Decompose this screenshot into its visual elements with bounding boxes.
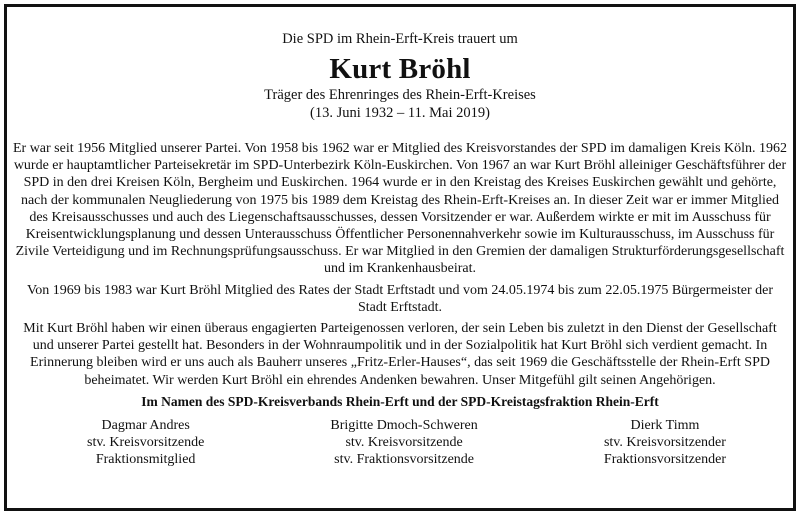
- body-paragraph: Von 1969 bis 1983 war Kurt Bröhl Mitglied des Rates der Stadt Erftstadt und vom 24.05.1974 bis zum 22.05.1975 Bürgermeister der Stadt Erftstadt.: [26, 282, 774, 315]
- signatory-role: Fraktionsvorsitzender: [603, 452, 726, 468]
- signatory-name: Dierk Timm: [630, 417, 700, 433]
- signatory: [87, 417, 204, 469]
- signatory-role: stv. Fraktionsvorsitzende: [334, 452, 475, 468]
- deceased-name: Kurt Bröhl: [329, 53, 471, 85]
- signatory-name: Brigitte Dmoch-Schweren: [330, 417, 478, 433]
- body-paragraph: Er war seit 1956 Mitglied unserer Partei. Von 1958 bis 1962 war er Mitglied des Kreisvorstandes der SPD im damaligen Kreis Köln. 1962 wurde er hauptamtlicher Parteisekretär im SPD-Unterbezirk Köln-Euskirchen. Von 1967 an war Kurt Bröhl alleiniger Geschäftsführer der SPD in den drei Kreisen Köln, Bergheim und Euskirchen. 1964 wurde er in den Kreistag des Kreises Euskirchen gewählt und gehörte, nach der kommunalen Neugliederung von 1975 bis 1989 dem Kreistag des Rhein-Erft-Kreises an. In dieser Zeit war er immer Mitglied des Kreisausschusses und auch des Liegenschaftsausschusses, dessen Vorsitzender er war. Außerdem wirkte er mit im Ausschuss für Kreisentwicklungsplanung und dessen Unterausschuss Öffentlicher Personennahverkehr sowie im Kulturausschuss, im Ausschuss für Zivile Verteidigung und im Rechnungsprüfungsausschuss. Er war Mitglied in den Gremien der damaligen Strukturförderungsgesellschaft und im Krankenhausbeirat.: [12, 141, 788, 277]
- signatory: [330, 417, 477, 469]
- body-paragraph: Mit Kurt Bröhl haben wir einen überaus engagierten Parteigenossen verloren, der sein Leben bis zuletzt in den Dienst der Gesellschaft und unserer Partei gestellt hat. Besonders in der Wohnraumpolitik und in der Sozialpolitik hat Kurt Bröhl sich verdient gemacht. In Erinnerung bleiben wird er uns auch als Bauherr unseres „Fritz-Erler-Hauses“, das seit 1969 die Geschäftsstelle der Rhein-Erft SPD beheimatet. Wir werden Kurt Bröhl ein ehrendes Andenken bewahren. Unser Mitgefühl gilt seinen Angehörigen.: [23, 321, 777, 388]
- intro-line: Die SPD im Rhein-Erft-Kreis trauert um: [282, 31, 518, 47]
- on-behalf-line: Im Namen des SPD-Kreisverbands Rhein-Erft und der SPD-Kreistagsfraktion Rhein-Erft: [141, 393, 659, 409]
- signatory-role: Fraktionsmitglied: [95, 452, 196, 468]
- signatory-name: Dagmar Andres: [101, 417, 190, 433]
- signatory-role: stv. Kreisvorsitzende: [345, 435, 463, 451]
- signatory-role: stv. Kreisvorsitzende: [87, 435, 205, 451]
- life-dates: (13. Juni 1932 – 11. Mai 2019): [310, 105, 490, 121]
- signatory-role: stv. Kreisvorsitzender: [603, 435, 726, 451]
- signatory: [604, 417, 726, 469]
- signatories: [12, 417, 788, 469]
- honor-subtitle: Träger des Ehrenringes des Rhein-Erft-Kreises: [264, 87, 536, 103]
- notice-content: [12, 30, 788, 468]
- obituary-body: [12, 140, 788, 389]
